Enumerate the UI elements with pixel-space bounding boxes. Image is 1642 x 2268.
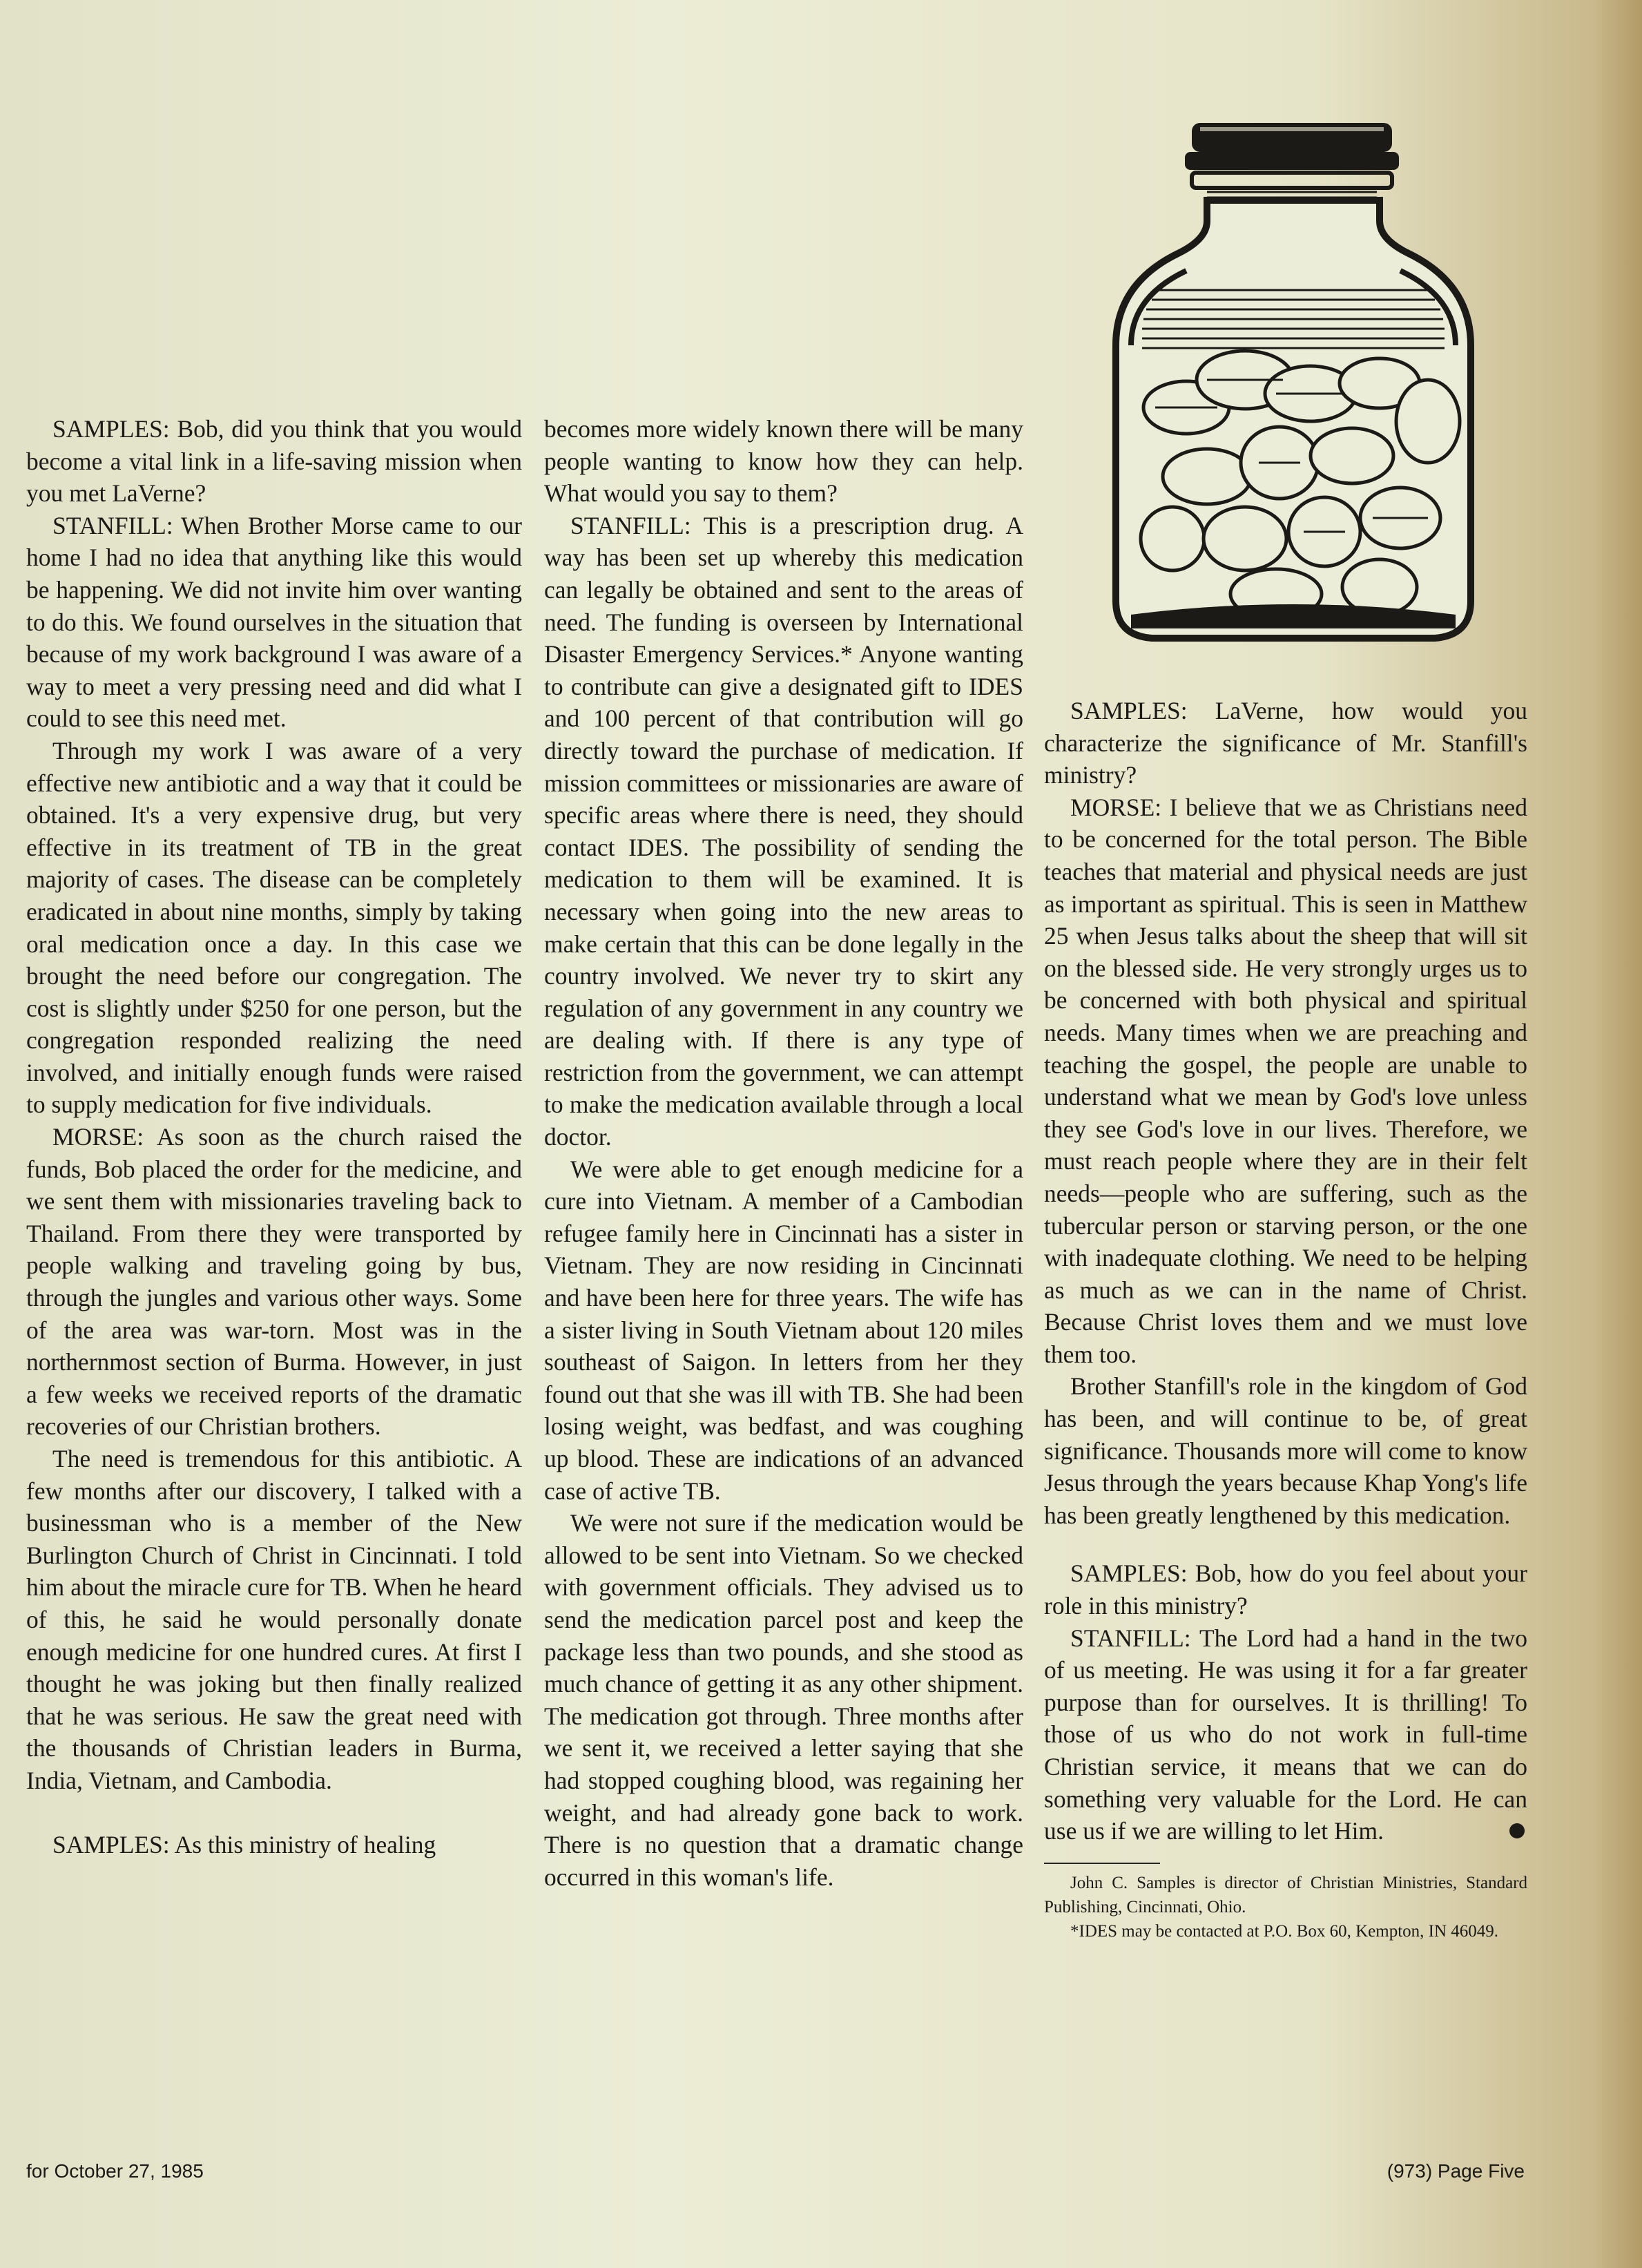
- paragraph: STANFILL: When Brother Morse came to our home I had no idea that anything like this would be happening. We did not invite him over wanting to do this. We found ourselves in the situation that because of my work background I was aware of a way to meet a very pressing need and did what I could to see this need met.: [26, 511, 522, 733]
- paragraph: SAMPLES: As this ministry of healing: [52, 1830, 436, 1858]
- paragraph: SAMPLES: Bob, how do you feel about your role in this ministry?: [1044, 1559, 1527, 1620]
- footnote-author: John C. Samples is director of Christian Ministries, Standard Publishing, Cincinnati, Ohio.: [1044, 1873, 1527, 1916]
- paragraph: We were not sure if the medication would be allowed to be sent into Vietnam. So we checked with government officials. They advised us to send the medication parcel post and keep the package less than two pounds, and she stood as much chance of getting it as any other shipment. The medication got through. Three months after we sent it, we received a letter saying that she had stopped coughing blood, was regaining her weight, and had already gone back to work. There is no question that a dramatic change occurred in this woman's life.: [544, 1509, 1023, 1891]
- paragraph: Through my work I was aware of a very effective new antibiotic and a way that it could be obtained. It's a very expensive drug, but very effective in its treatment of TB in the great majority of cases. The disease can be completely eradicated in about nine months, simply by taking oral medication once a day. In this case we brought the need before our congregation. The cost is slightly under $250 for one person, but the congregation responded realizing the need involved, and initially enough funds were raised to supply medication for five individuals.: [26, 736, 522, 1119]
- paragraph: MORSE: As soon as the church raised the funds, Bob placed the order for the medicine, and we sent them with missionaries traveling back to Thailand. From there they were transported by people walking and traveling going by bus, through the jungles and various other ways. Some of the area was war-torn. Most was in the northernmost section of Burma. However, in just a few weeks we received reports of the dramatic recoveries of our Christian brothers.: [26, 1123, 522, 1441]
- footer-page-number: (973) Page Five: [1387, 2160, 1525, 2182]
- pill-jar-icon: [1103, 117, 1483, 656]
- paragraph: MORSE: I believe that we as Christians need to be concerned for the total person. The Bible teaches that material and physical needs are just as important as spiritual. This is seen in Matthew 25 when Jesus talks about the sheep that will sit on the blessed side. He very strongly urges us to be concerned with both physical and spiritual needs. Many times when we are preaching and teaching the gospel, the people are unable to understand what we mean by God's love unless they see God's love in our lives. Therefore, we must reach people where they are in their felt needs—people who are suffering, such as the tubercular person or starving person, or the one with inadequate clothing. We need to be helping as much as we can in the name of Christ. Because Christ loves them and we must love them too.: [1044, 793, 1527, 1368]
- footer-date: for October 27, 1985: [26, 2160, 204, 2182]
- paragraph-final: [1044, 1622, 1527, 1847]
- paragraph: SAMPLES: LaVerne, how would you characterize the significance of Mr. Stanfill's ministry?: [1044, 697, 1527, 789]
- paragraph: SAMPLES: Bob, did you think that you would become a vital link in a life-saving mission when you met LaVerne?: [26, 415, 522, 508]
- paragraph: Brother Stanfill's role in the kingdom of God has been, and will continue to be, of great significance. Thousands more will come to know Jesus through the years because Khap Yong's life has been greatly lengthened by this medication.: [1044, 1372, 1527, 1529]
- footnote-ides: *IDES may be contacted at P.O. Box 60, Kempton, IN 46049.: [1070, 1921, 1499, 1941]
- paragraph-text: STANFILL: The Lord had a hand in the two of us meeting. He was using it for a far greater purpose than for ourselves. It is thrilling! To those of us who do not work in full-time Christian service, it means that we can do something very valuable for the Lord. He can use us if we are willing to let Him.: [1044, 1624, 1527, 1845]
- article-column-3: [1044, 695, 1527, 1943]
- end-mark-icon: [1509, 1823, 1525, 1838]
- paragraph: We were able to get enough medicine for a cure into Vietnam. A member of a Cambodian refugee family here in Cincinnati has a sister in Vietnam. They are now residing in Cincinnati and have been here for three years. The wife has a sister living in South Vietnam about 120 miles southeast of Saigon. In letters from her they found out that she was ill with TB. She had been losing weight, was bedfast, and was coughing up blood. These are indications of an advanced case of active TB.: [544, 1155, 1023, 1505]
- footnote-rule: [1044, 1863, 1160, 1864]
- article-column-1: [26, 413, 522, 1861]
- article-column-2: [544, 413, 1023, 1893]
- paragraph: STANFILL: This is a prescription drug. A way has been set up whereby this medication can legally be obtained and sent to the areas of need. The funding is overseen by International Disaster Emergency Services.* Anyone wanting to contribute can give a designated gift to IDES and 100 percent of that contribution will go directly toward the purchase of medication. If mission committees or missionaries are aware of specific areas where there is need, they should contact IDES. The possibility of sending the medication to them will be examined. It is necessary when going into the new areas to make certain that this can be done legally in the country involved. We never try to skirt any regulation of any government in any country we are dealing with. If there is any type of restriction from the government, we can attempt to make the medication available through a local doctor.: [544, 511, 1023, 1151]
- paragraph: The need is tremendous for this antibiotic. A few months after our discovery, I talked with a businessman who is a member of the New Burlington Church of Christ in Cincinnati. I told him about the miracle cure for TB. When he heard of this, he said he would personally donate enough medicine for one hundred cures. At first I thought he was joking but then finally realized that he was serious. He saw the great need with the thousands of Christian leaders in Burma, India, Vietnam, and Cambodia.: [26, 1445, 522, 1794]
- paragraph: becomes more widely known there will be many people wanting to know how they can help. What would you say to them?: [544, 415, 1023, 508]
